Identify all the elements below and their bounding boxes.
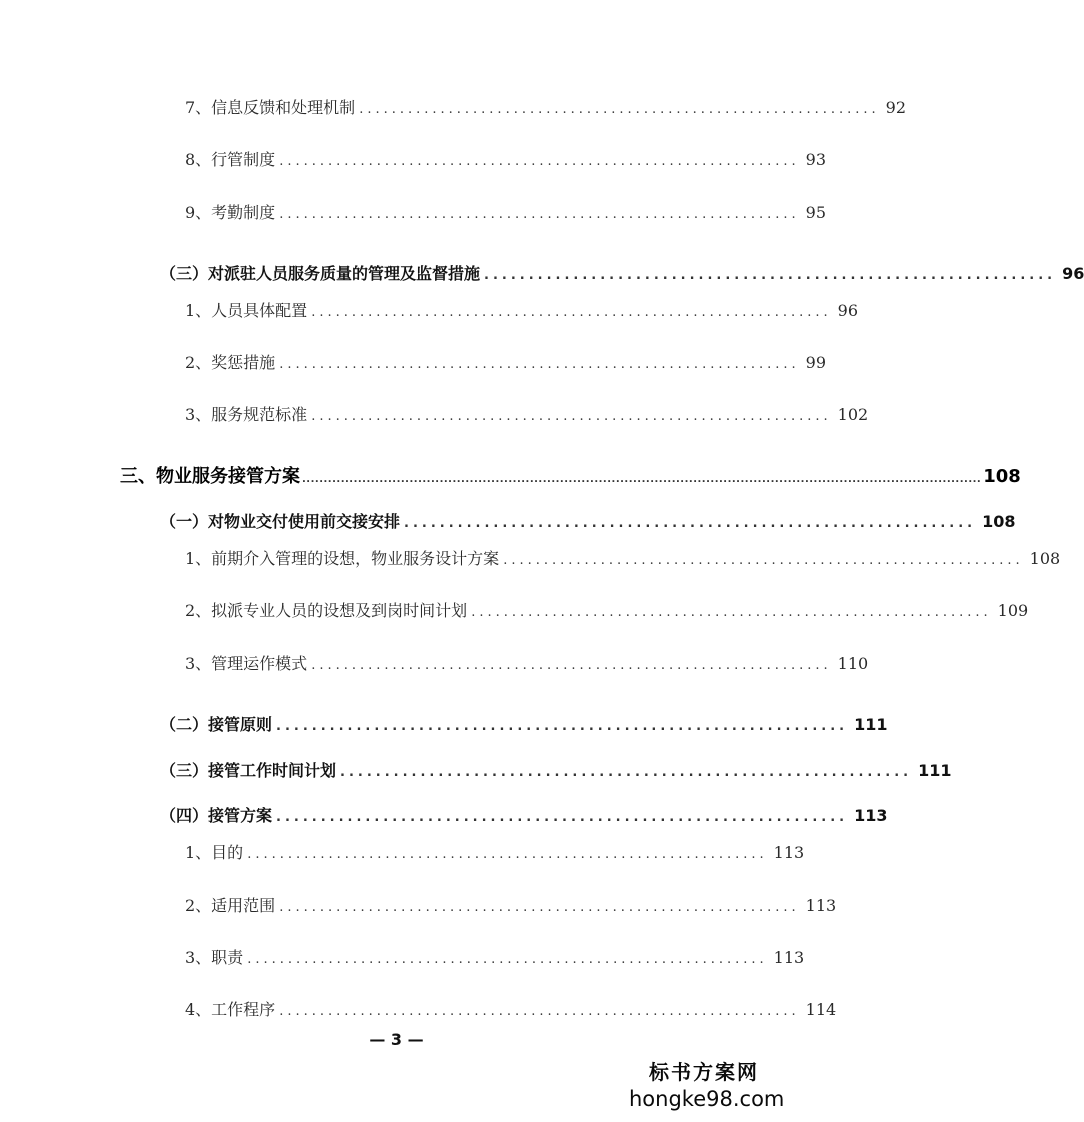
toc-entry-label: （三）对派驻人员服务质量的管理及监督措施 [160, 264, 481, 283]
page-number: — 3 — [369, 1030, 424, 1049]
toc-entry-page: 95 [805, 203, 827, 222]
toc-entry-page: 114 [805, 1000, 837, 1019]
watermark-name: 标书方案网 [649, 1060, 759, 1084]
toc-entry-page: 96 [1062, 264, 1084, 283]
toc-entry-page: 92 [885, 98, 907, 117]
toc-entry-label: 1、前期介入管理的设想，物业服务设计方案 [185, 549, 500, 568]
toc-entry-label: 4、工作程序 [185, 1000, 276, 1019]
toc-entry-label: 7、信息反馈和处理机制 [185, 98, 356, 117]
toc-entry-label: （一）对物业交付使用前交接安排 [160, 512, 401, 531]
toc-entry[interactable] [160, 261, 1084, 287]
toc-entry[interactable] [185, 95, 907, 121]
dot-leader: ................................................................ [311, 305, 832, 320]
dot-leader: ................................................................ [247, 952, 768, 967]
toc-entry-page: 108 [1029, 549, 1061, 568]
toc-entry[interactable] [185, 945, 805, 971]
toc-entry[interactable] [185, 147, 827, 173]
toc-entry-page: 108 [982, 512, 1016, 531]
toc-entry-page: 111 [918, 761, 952, 780]
toc-entry-label: 8、行管制度 [185, 150, 276, 169]
toc-entry-page: 111 [854, 715, 888, 734]
toc-entry-page: 93 [805, 150, 827, 169]
dot-leader: ................................................................ [279, 357, 800, 372]
site-watermark [629, 1058, 785, 1112]
toc-entry-page: 110 [837, 654, 869, 673]
toc-entry-label: （二）接管原则 [160, 715, 273, 734]
dot-leader: ................................................................ [279, 1004, 800, 1019]
toc-entry-page: 102 [837, 405, 869, 424]
toc-entry-page: 113 [773, 843, 805, 862]
toc-entry-page: 109 [997, 601, 1029, 620]
dot-leader: ................................................................ [484, 268, 1057, 283]
toc-entry-label: （四）接管方案 [160, 806, 273, 825]
dot-leader: ................................................................ [359, 102, 880, 117]
dot-leader: ................................................................ [311, 409, 832, 424]
toc-entry-label: （三）接管工作时间计划 [160, 761, 337, 780]
toc-entry[interactable] [185, 200, 827, 226]
toc-entry[interactable] [185, 840, 805, 866]
toc-entry[interactable] [185, 598, 1029, 624]
toc-entry[interactable] [185, 893, 837, 919]
toc-entry[interactable] [160, 758, 952, 784]
dot-leader: ................................................................ [340, 765, 913, 780]
toc-entry[interactable] [185, 651, 869, 677]
dot-leader: .............................................................................................................................................................. [302, 474, 982, 485]
toc-entry-label: 1、目的 [185, 843, 244, 862]
toc-chapter-label: 三、物业服务接管方案 [120, 466, 300, 487]
toc-entry-page: 96 [837, 301, 859, 320]
toc-entry[interactable] [185, 350, 827, 376]
dot-leader: ................................................................ [276, 719, 849, 734]
toc-entry-label: 2、拟派专业人员的设想及到岗时间计划 [185, 601, 468, 620]
toc-entry-page: 113 [854, 806, 888, 825]
dot-leader: ................................................................ [404, 516, 977, 531]
dot-leader: ................................................................ [471, 605, 992, 620]
toc-entry[interactable] [185, 546, 1061, 572]
toc-entry[interactable] [185, 997, 837, 1023]
toc-entry-page: 113 [773, 948, 805, 967]
toc-entry-label: 1、人员具体配置 [185, 301, 308, 320]
dot-leader: ................................................................ [279, 154, 800, 169]
dot-leader: ................................................................ [276, 810, 849, 825]
toc-entry-label: 9、考勤制度 [185, 203, 276, 222]
toc-entry[interactable] [160, 509, 1016, 535]
toc-entry[interactable] [185, 298, 859, 324]
dot-leader: ................................................................ [503, 553, 1024, 568]
toc-chapter[interactable] [120, 464, 1021, 490]
toc-entry-page: 113 [805, 896, 837, 915]
dot-leader: ................................................................ [311, 658, 832, 673]
toc-entry-label: 2、适用范围 [185, 896, 276, 915]
toc-entry-label: 3、管理运作模式 [185, 654, 308, 673]
toc-entry-label: 3、服务规范标准 [185, 405, 308, 424]
dot-leader: ................................................................ [279, 207, 800, 222]
dot-leader: ................................................................ [279, 900, 800, 915]
toc-chapter-page: 108 [983, 466, 1021, 487]
toc-entry-page: 99 [805, 353, 827, 372]
toc-entry[interactable] [160, 803, 888, 829]
watermark-url: hongke98.com [629, 1087, 785, 1111]
dot-leader: ................................................................ [247, 847, 768, 862]
toc-entry-label: 2、奖惩措施 [185, 353, 276, 372]
toc-entry[interactable] [160, 712, 888, 738]
toc-entry[interactable] [185, 402, 869, 428]
toc-entry-label: 3、职责 [185, 948, 244, 967]
